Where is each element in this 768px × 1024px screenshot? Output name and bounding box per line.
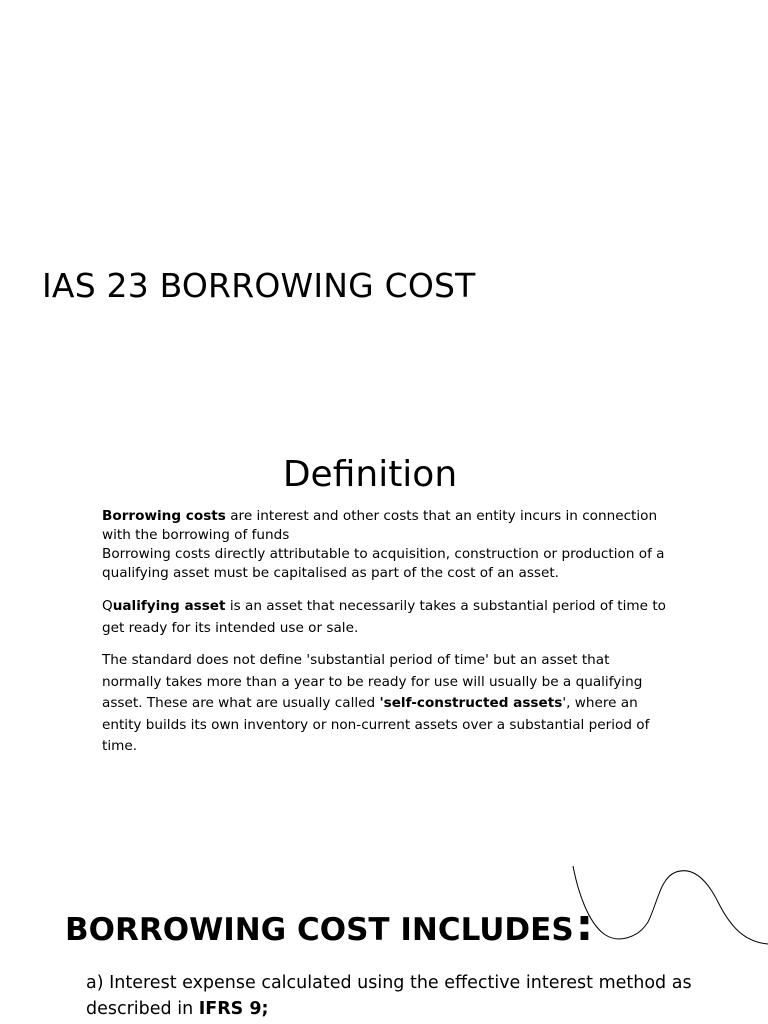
- includes-heading-colon: :: [575, 900, 594, 951]
- qualifying-asset-definition: is an asset that necessarily takes a substantial period of time to get ready for its intended use or sale.: [102, 598, 666, 636]
- self-constructed-assets-term: 'self-constructed assets: [379, 695, 563, 711]
- definition-heading: Definition: [282, 454, 458, 495]
- qualifying-asset-term: ualifying asset: [112, 598, 226, 614]
- substantial-period-paragraph: [102, 650, 667, 758]
- substantial-period-text-end: ', where an entity builds its own inventory or non-current assets over a substantial period of time.: [102, 695, 650, 754]
- borrowing-costs-term: Borrowing costs: [102, 508, 226, 524]
- borrowing-costs-definition: are interest and other costs that an entity incurs in connection with the borrowing of funds: [102, 508, 658, 543]
- handwritten-squiggle: [566, 862, 768, 954]
- qualifying-asset-lead: Q: [102, 598, 113, 614]
- list-item-a-text: a) Interest expense calculated using the effective interest method as described in: [86, 973, 692, 1019]
- qualifying-asset-paragraph: [102, 596, 667, 639]
- includes-heading-text: BORROWING COST INCLUDES: [65, 912, 574, 948]
- ifrs9-reference: IFRS 9;: [198, 999, 269, 1019]
- substantial-period-text: The standard does not define 'substantial period of time' but an asset that normally takes more than a year to be ready for use will usually be a qualifying asset. These are what are usually called: [102, 652, 643, 711]
- capitalisation-rule: Borrowing costs directly attributable to acquisition, construction or production of a qualifying asset must be capitalised as part of the cost of an asset.: [102, 546, 665, 581]
- list-item-a: [86, 970, 726, 1022]
- borrowing-costs-paragraph: [102, 507, 667, 583]
- includes-heading: [65, 900, 593, 951]
- squiggle-line: [573, 866, 768, 944]
- document-title: IAS 23 BORROWING COST: [42, 266, 476, 305]
